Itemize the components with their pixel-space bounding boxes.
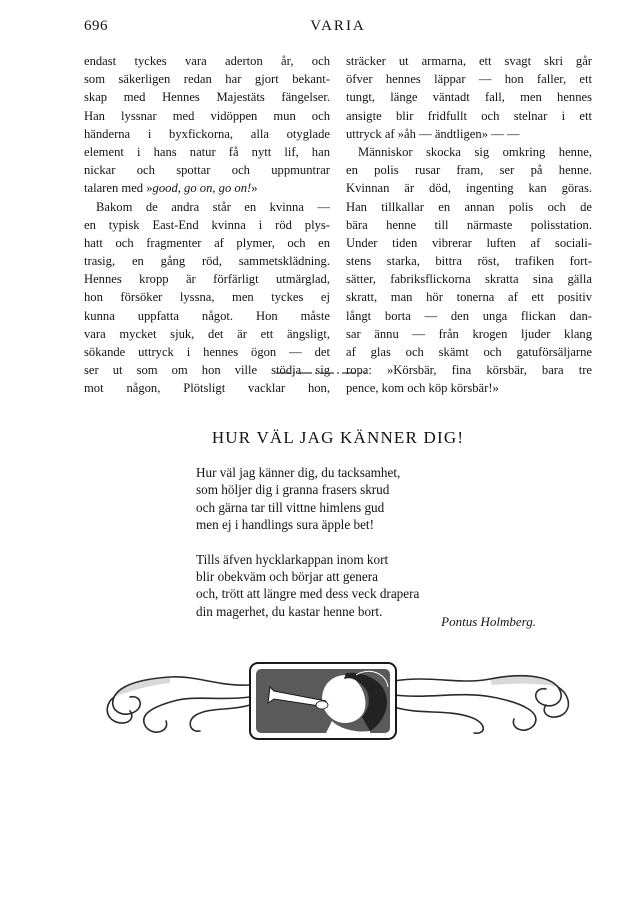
poem-line: men ej i handlings sura äpple bet! [196,517,374,533]
text-line: kunna uppfatta något. Hon måste [84,308,330,323]
text-line: Under tiden vibrerar luften af sociali- [346,235,592,250]
page-number: 696 [84,18,108,34]
poem-line: och gärna tar till vittne himlens gud [196,499,385,515]
poem-line: Tills äfven hycklarkappan inom kort [196,551,389,567]
text-line: ropa: »Körsbär, fina körsbär, bara tre [346,363,592,378]
poem-line: blir obekväm och börjar att genera [196,568,378,584]
text-line: ser ut som om hon ville stödja sig [84,363,330,378]
text-line: sökande uttryck i hennes ögon — det [84,345,330,359]
text-line: sträcker ut armarna, ett svagt skri går [346,54,592,68]
text-line: händerna i byxfickorna, alla otyglade [84,126,330,141]
text-line: sätter, fabriksflickorna skratta sina gälla [346,272,592,287]
text-line: skap med Hennes Majestäts fängelser. [84,90,330,105]
ornament-vignette-icon [100,645,578,745]
text-line: Han tillkallar en annan polis och de [346,199,592,214]
left-column [84,52,330,398]
text-line: öfver hennes läppar — hon faller, ett [346,72,592,87]
text-line: Bakom de andra står en kvinna — [96,199,330,214]
text-line: en polis rusar fram, ser på henne. [346,163,592,178]
text-line: Hennes kropp är förfärligt utmärglad, [84,272,330,287]
page-header [84,18,592,42]
text-line: uttryck af »åh — ändtligen» — — [346,126,520,141]
text-line: Människor skocka sig omkring henne, [358,144,592,159]
poem-line: Hur väl jag känner dig, du tacksamhet, [196,465,401,480]
text-line: sar ännu — från krogen ljuder klang [346,326,592,341]
poem-line: och, trött att längre med dess veck drapera [196,586,420,602]
text-line: bära henne till närmaste polisstation. [346,217,592,232]
text-line: Kvinnan är död, ingenting kan göras. [346,181,592,196]
text-line: vara mycket sjuk, det är ett ängsligt, [84,326,330,341]
text-line: element i hans natur få nytt lif, han [84,144,330,159]
text-line: trasig, en gång röd, sammetsklädning. [84,254,330,269]
text-line: Han lyssnar med vidöppen mun och [84,108,330,123]
text-line: en typisk East-End kvinna i röd plys- [84,217,330,232]
text-line: långt borta — den unga flickan dan- [346,308,592,323]
text-line: som säkerligen redan har gjort bekant- [84,72,330,87]
text-line: pence, kom och köp körsbär!» [346,381,499,396]
text-line: talaren med »good, go on, go on!» [84,181,258,196]
poem-line: din magerhet, du kastar henne bort. [196,603,383,619]
right-column [346,52,592,398]
text-line: af glas och skämt och gatuförsäljarne [346,345,592,359]
text-line: stens starka, bittra röst, trafiken fort- [346,254,592,269]
poem [196,464,516,620]
stanza-break [196,534,516,551]
text-line: nickar och spottar och uppmuntrar [84,163,330,178]
poem-line: som höljer dig i granna frasers skrud [196,482,390,498]
running-title: VARIA [310,18,366,34]
poem-title: HUR VÄL JAG KÄNNER DIG! [211,428,465,447]
text-line: ansigte blir fridfullt och stelnar i ett [346,108,592,123]
text-line: endast tyckes vara aderton år, och [84,54,330,68]
section-divider [270,370,372,376]
text-line: hon försöker lyssna, men tyckes ej [84,290,330,305]
text-line: tungt, länge väntadt fall, men hennes [346,90,592,105]
text-line: skratt, man hör tonerna af ett positiv [346,290,592,305]
poem-author: Pontus Holmberg. [441,614,536,629]
text-line: mot någon, Plötsligt vacklar hon, [84,381,330,396]
text-line: hatt och fragmenter af plymer, och en [84,235,330,250]
